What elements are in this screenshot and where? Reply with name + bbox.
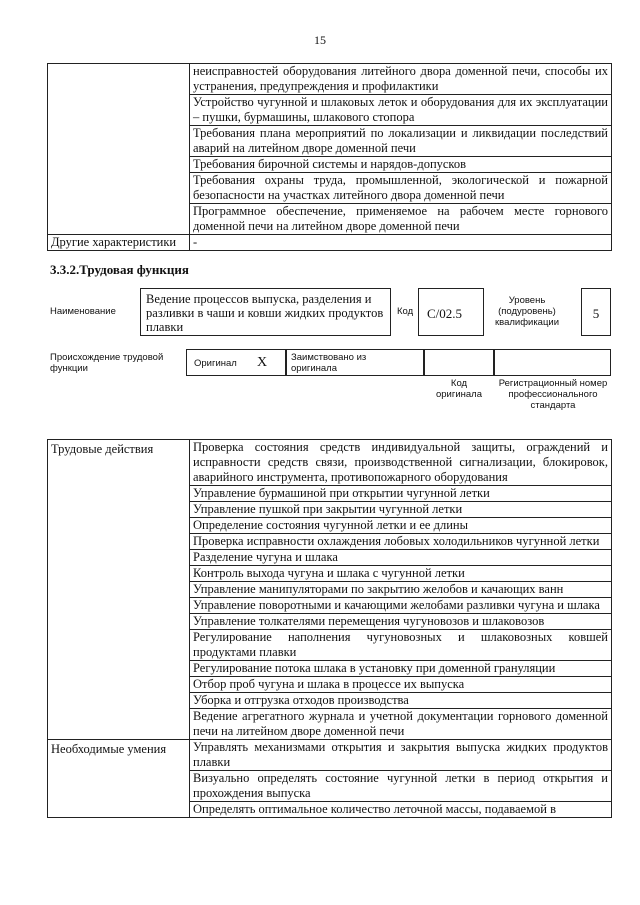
labor-actions-item: Управление толкателями перемещения чугуновозов и шлаковозов bbox=[190, 614, 612, 630]
actions-skills-table bbox=[47, 439, 612, 818]
knowledge-item: Устройство чугунной и шлаковых леток и оборудования для их эксплуатации – пушки, бурмашины, шлакового стопора bbox=[190, 95, 612, 126]
origin-label: Происхождение трудовой функции bbox=[50, 352, 164, 374]
section-title: 3.3.2.Трудовая функция bbox=[50, 262, 189, 277]
original-box bbox=[186, 349, 286, 376]
reg-number-label: Регистрационный номер профессионального стандарта bbox=[498, 378, 608, 411]
labor-actions-item: Определение состояния чугунной летки и ее длины bbox=[190, 518, 612, 534]
table-row bbox=[48, 64, 612, 95]
page-number: 15 bbox=[314, 33, 326, 47]
labor-actions-item: Проверка состояния средств индивидуальной защиты, ограждений и исправности средств связи, производственной сигнализации, блокировок, аварийного инструмента, противопожарного оборудования bbox=[190, 440, 612, 486]
labor-actions-item: Проверка исправности охлаждения лобовых холодильников чугунной летки bbox=[190, 534, 612, 550]
knowledge-item: неисправностей оборудования литейного двора доменной печи, способы их устранения, предупреждения и профилактики bbox=[190, 64, 612, 95]
level-label: Уровень (подуровень) квалификации bbox=[494, 295, 560, 328]
knowledge-continuation-table bbox=[47, 63, 612, 251]
labor-actions-item: Управление бурмашиной при открытии чугунной летки bbox=[190, 486, 612, 502]
code-original-label: Код оригинала bbox=[435, 378, 482, 400]
labor-actions-item: Ведение агрегатного журнала и учетной документации горнового доменной печи на литейном дворе доменной печи bbox=[190, 709, 612, 740]
labor-actions-item: Контроль выхода чугуна и шлака с чугунной летки bbox=[190, 566, 612, 582]
labor-actions-item: Регулирование наполнения чугуновозных и шлаковозных ковшей продуктами плавки bbox=[190, 630, 612, 661]
knowledge-item: Требования бирочной системы и нарядов-допусков bbox=[190, 157, 612, 173]
other-characteristics-label: Другие характеристики bbox=[48, 235, 190, 251]
required-skills-item: Визуально определять состояние чугунной летки в период открытия и прохождения выпуска bbox=[190, 771, 612, 802]
other-characteristics-value: - bbox=[190, 235, 612, 251]
code-label: Код bbox=[397, 306, 414, 317]
knowledge-item: Требования охраны труда, промышленной, экологической и пожарной безопасности на участках литейного двора доменной печи bbox=[190, 173, 612, 204]
labor-actions-item: Регулирование потока шлака в установку при доменной грануляции bbox=[190, 661, 612, 677]
table-row bbox=[48, 440, 612, 486]
reg-number-box bbox=[494, 349, 611, 376]
required-skills-label: Необходимые умения bbox=[48, 740, 190, 818]
code-original-box bbox=[424, 349, 494, 376]
level-value-box: 5 bbox=[581, 288, 611, 336]
labor-actions-item: Разделение чугуна и шлака bbox=[190, 550, 612, 566]
labor-actions-item: Отбор проб чугуна и шлака в процессе их выпуска bbox=[190, 677, 612, 693]
knowledge-item: Требования плана мероприятий по локализации и ликвидации последствий аварий на литейном дворе доменной печи bbox=[190, 126, 612, 157]
table-row bbox=[48, 235, 612, 251]
labor-actions-item: Управление поворотными и качающими желобами разливки чугуна и шлака bbox=[190, 598, 612, 614]
borrowed-box bbox=[286, 349, 424, 376]
code-value-box: С/02.5 bbox=[418, 288, 484, 336]
function-name-box: Ведение процессов выпуска, разделения и разливки в чаши и ковши жидких продуктов плавки bbox=[140, 288, 391, 336]
table-row bbox=[48, 740, 612, 771]
name-label: Наименование bbox=[50, 306, 116, 317]
knowledge-item: Программное обеспечение, применяемое на рабочем месте горнового доменной печи на литейном дворе доменной печи bbox=[190, 204, 612, 235]
labor-actions-item: Управление манипуляторами по закрытию желобов и качающих ванн bbox=[190, 582, 612, 598]
empty-label-cell bbox=[48, 64, 190, 235]
labor-actions-label: Трудовые действия bbox=[48, 440, 190, 740]
original-mark: X bbox=[257, 355, 268, 370]
borrowed-label: Заимствовано из оригинала bbox=[291, 352, 367, 374]
required-skills-item: Определять оптимальное количество леточной массы, подаваемой в bbox=[190, 802, 612, 818]
labor-actions-item: Управление пушкой при закрытии чугунной летки bbox=[190, 502, 612, 518]
labor-actions-item: Уборка и отгрузка отходов производства bbox=[190, 693, 612, 709]
required-skills-item: Управлять механизмами открытия и закрытия выпуска жидких продуктов плавки bbox=[190, 740, 612, 771]
original-label: Оригинал bbox=[194, 358, 237, 369]
